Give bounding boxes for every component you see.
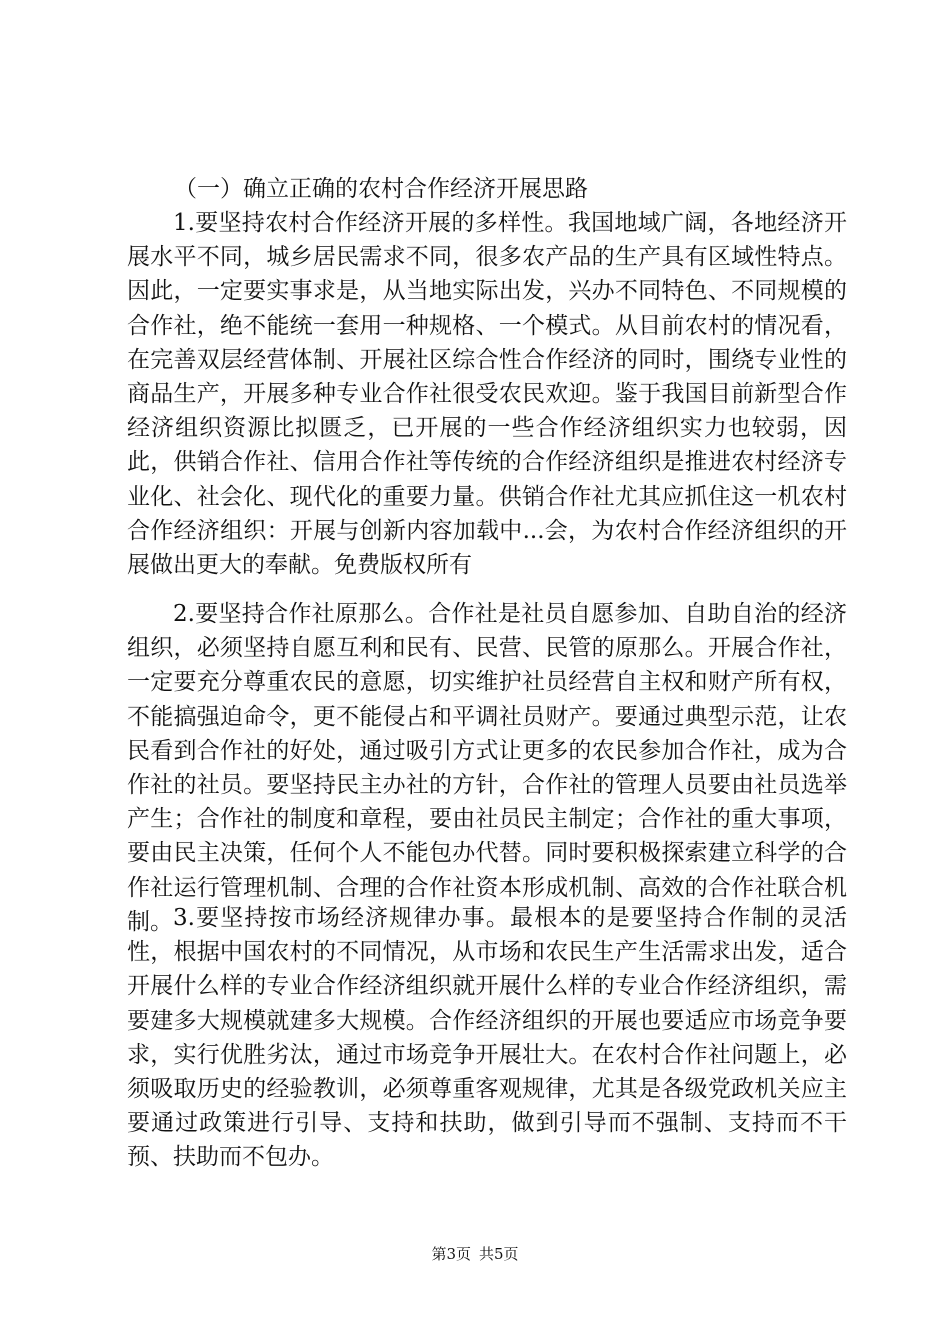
page-total: 共5页	[479, 1245, 519, 1263]
section-heading: （一）确立正确的农村合作经济开展思路	[174, 176, 588, 202]
paragraph-2: 2.要坚持合作社原那么。合作社是社员自愿参加、自助自治的经济组织，必须坚持自愿互利和民有、民营、民管的原那么。开展合作社，一定要充分尊重农民的意愿，切实维护社员经营自主权和财产所有权，不能搞强迫命令，更不能侵占和平调社员财产。要通过典型示范，让农民看到合作社的好处，通过吸引方式让更多的农民参加合作社，成为合作社的社员。要坚持民主办社的方针，合作社的管理人员要由社员选举产生；合作社的制度和章程，要由社员民主制定；合作社的重大事项，要由民主决策，任何个人不能包办代替。同时要积极探索建立科学的合作社运行管理机制、合理的合作社资本形成机制、高效的合作社联合机制。	[127, 601, 847, 935]
paragraph-1: 1.要坚持农村合作经济开展的多样性。我国地域广阔，各地经济开展水平不同，城乡居民需求不同，很多农产品的生产具有区域性特点。因此，一定要实事求是，从当地实际出发，兴办不同特色、不同规模的合作社，绝不能统一套用一种规格、一个模式。从目前农村的情况看，在完善双层经营体制、开展社区综合性合作经济的同时，围绕专业性的商品生产，开展多种专业合作社很受农民欢迎。鉴于我国目前新型合作经济组织资源比拟匮乏，已开展的一些合作经济组织实力也较弱，因此，供销合作社、信用合作社等传统的合作经济组织是推进农村经济专业化、社会化、现代化的重要力量。供销合作社尤其应抓住这一机农村合作经济组织：开展与创新内容加载中...会，为农村合作经济组织的开展做出更大的奉献。免费版权所有	[127, 210, 847, 579]
page-number: 第3页	[431, 1245, 471, 1263]
page-footer	[0, 1244, 950, 1264]
paragraph-3: 3.要坚持按市场经济规律办事。最根本的是要坚持合作制的灵活性，根据中国农村的不同情况，从市场和农民生产生活需求出发，适合开展什么样的专业合作经济组织就开展什么样的专业合作经济组织，需要建多大规模就建多大规模。合作经济组织的开展也要适应市场竞争要求，实行优胜劣汰，通过市场竞争开展壮大。在农村合作社问题上，必须吸取历史的经验教训，必须尊重客观规律，尤其是各级党政机关应主要通过政策进行引导、支持和扶助，做到引导而不强制、支持而不干预、扶助而不包办。	[127, 905, 847, 1171]
